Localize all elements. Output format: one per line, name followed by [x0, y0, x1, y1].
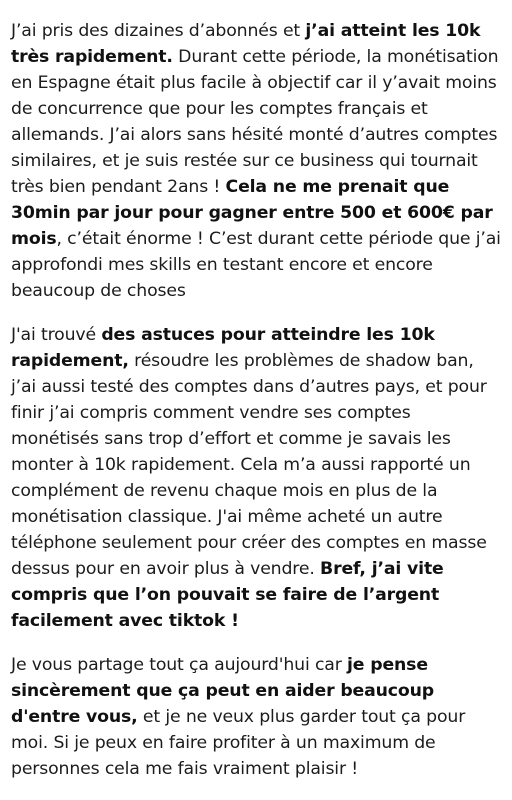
paragraph-1-highlight: j’ai atteint les 10k très rapidement.: [11, 21, 481, 67]
paragraph-3: [11, 652, 503, 782]
paragraph-3-highlight: je pense sincèrement que ça peut en aider beaucoup d'entre vous,: [11, 655, 434, 727]
paragraph-2-highlight: Bref, j’ai vite compris que l’on pouvait se faire de l’argent facilement avec tiktok !: [11, 559, 444, 631]
paragraph-2-text: résoudre les problèmes de shadow ban, j’ai aussi testé des comptes dans d’autres pays, et pour finir j’ai compris comment vendre ses comptes monétisés sans trop d’effort et comme je savais les monter à 10k rapidement. Cela m’a aussi rapporté un complément de revenu chaque mois en plus de la monétisation classique. J'ai même acheté un autre téléphone seulement pour créer des comptes en masse dessus pour en avoir plus à vendre.: [11, 351, 487, 579]
paragraph-3-text: et je ne veux plus garder tout ça pour moi. Si je peux en faire profiter à un maximum de personnes cela me fais vraiment plaisir !: [11, 707, 466, 779]
paragraph-2-text: J'ai trouvé: [11, 325, 102, 345]
paragraph-1-text: , c’était énorme ! C’est durant cette période que j’ai approfondi mes skills en testant encore et encore beaucoup de choses: [11, 229, 501, 301]
paragraph-1-text: J’ai pris des dizaines d’abonnés et: [11, 21, 306, 41]
paragraph-2-highlight: des astuces pour atteindre les 10k rapidement,: [11, 325, 435, 371]
article-body: [11, 18, 503, 782]
paragraph-2: [11, 322, 503, 634]
paragraph-1-highlight: Cela ne me prenait que 30min par jour pour gagner entre 500 et 600€ par mois: [11, 177, 493, 249]
paragraph-3-text: Je vous partage tout ça aujourd'hui car: [11, 655, 348, 675]
paragraph-1: [11, 18, 503, 304]
paragraph-1-text: Durant cette période, la monétisation en Espagne était plus facile à objectif car il y’avait moins de concurrence que pour les comptes français et allemands. J’ai alors sans hésité monté d’autres comptes similaires, et je suis restée sur ce business qui tournait très bien pendant 2ans !: [11, 47, 499, 197]
